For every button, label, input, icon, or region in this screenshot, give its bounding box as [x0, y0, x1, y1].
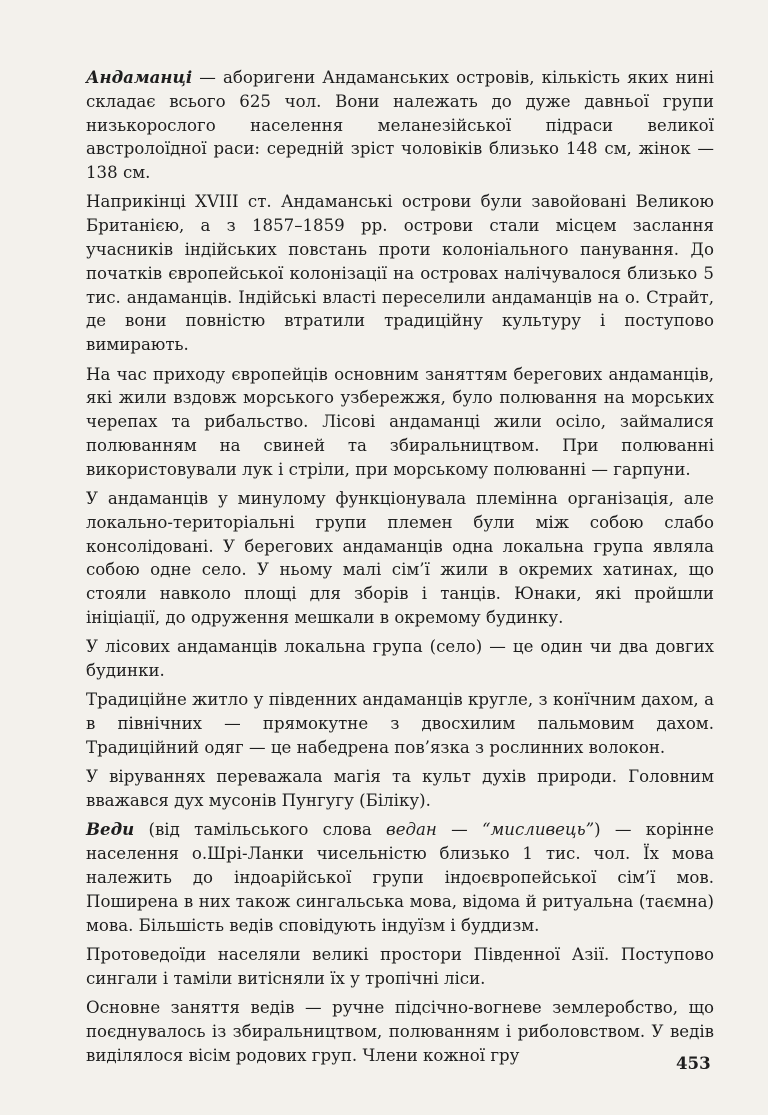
paragraph-text: У лісових андаманців локальна група (село) — це один чи два довгих будинки. [86, 637, 714, 681]
paragraph-andamanese-beliefs [86, 765, 714, 813]
term-andamanese: Андаманці [86, 67, 193, 87]
page-number: 453 [676, 1053, 711, 1073]
paragraph-andamanese-intro [86, 66, 714, 185]
paragraph-text: Наприкінці XVIII ст. Андаманські острови були завойовані Великою Британією, а з 1857–1859 рр. острови стали місцем заслання учасників індійських повстань проти колоніального панування. До початків європейської колонізації на островах налічувалося близько 5 тис. андаманців. Індійські власті переселили андаманців на о. Страйт, де вони повністю втратили традиційну культуру і поступово вимирають. [86, 192, 714, 355]
paragraph-andamanese-dwelling [86, 688, 714, 759]
paragraph-forest-andamanese [86, 635, 714, 683]
paragraph-text: У віруваннях переважала магія та культ духів природи. Головним вважався дух мусонів Пунгугу (Біліку). [86, 767, 714, 811]
page-body [86, 66, 714, 1073]
paragraph-text: — аборигени Андаманських островів, кількість яких нині складає всього 625 чол. Вони належать до дуже давньої групи низькорослого населення меланезійської підраси великої австролоїдної раси: середній зріст чоловіків близько 148 см, жінок — 138 см. [86, 68, 714, 183]
paragraph-text: У андаманців у минулому функціонувала племінна організація, але локально-територіальні групи племен були між собою слабо консолідовані. У берегових андаманців одна локальна група являла собою одне село. У ньому малі сім’ї жили в окремих хатинах, що стояли навколо площі для зборів і танців. Юнаки, які пройшли ініціації, до одруження мешкали в окремому будинку. [86, 489, 714, 628]
paragraph-andamanese-occupation [86, 363, 714, 482]
paragraph-text: (від тамільського слова [134, 820, 387, 840]
term-veddas: Веди [86, 819, 135, 840]
paragraph-andamanese-history [86, 190, 714, 357]
paragraph-text: Протоведоїди населяли великі простори Південної Азії. Поступово сингали і таміли витісняли їх у тропічні ліси. [86, 944, 714, 988]
paragraph-text: ) — корінне населення о.Шрі-Ланки чисельністю близько 1 тис. чол. Їх мова належить до індоарійської групи індоєвропейської сім’ї мов. Поширена в них також сингальська мова, відома й ритуальна (таємна) мова. Більшість ведів сповідують індуїзм і буддизм. [86, 820, 714, 935]
paragraph-text: Основне заняття ведів — ручне підсічно-вогневе землеробство, що поєднувалось із збиральництвом, полюванням і риболовством. У ведів виділялося вісім родових груп. Члени кожної гру [86, 997, 714, 1065]
paragraph-text: Традиційне житло у південних андаманців кругле, з конїчним дахом, а в північних — прямокутне з двосхилим пальмовим дахом. Традиційний одяг — це набедрена пов’язка з рослинних волокон. [86, 690, 714, 758]
paragraph-andamanese-organization [86, 487, 714, 630]
paragraph-text: На час приходу європейців основним заняттям берегових андаманців, які жили вздовж морського узбережжя, було полювання на морських черепах та рибальство. Лісові андаманці жили осіло, займалися полюванням на свиней та збиральництвом. При полюванні використовували лук і стріли, при морському полюванні — гарпуни. [86, 364, 714, 479]
paragraph-proto-veddoids [86, 943, 714, 991]
paragraph-veddas-intro [86, 818, 714, 937]
paragraph-veddas-occupation [86, 996, 714, 1067]
emphasis-vedan: ведан — “мисливець” [386, 820, 595, 840]
